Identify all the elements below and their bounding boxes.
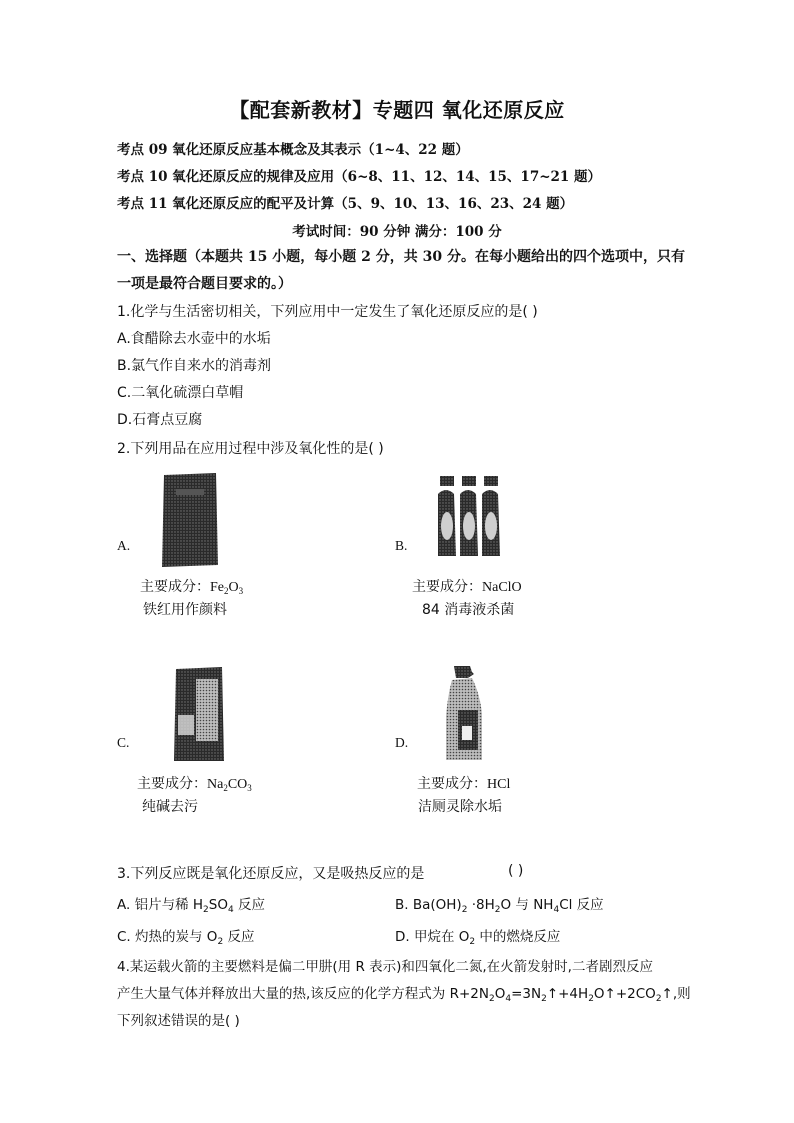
q2-a-component: 主要成分：$Fe_2O_3$	[140, 580, 244, 596]
question-1-option-c: C.二氧化硫漂白草帽	[117, 385, 244, 401]
question-1-option-d: D.石膏点豆腐	[117, 412, 203, 428]
q2-b-use: 84 消毒液杀菌	[422, 602, 515, 618]
q2-label-b: B.	[395, 538, 408, 553]
question-3-option-b: B. $Ba(OH)_2 \cdot 8H_2O$ 与 $NH_4Cl$ 反应	[395, 897, 604, 915]
package-icon	[172, 665, 228, 763]
q2-c-use: 纯碱去污	[142, 799, 198, 815]
q2-a-use: 铁红用作颜料	[143, 602, 227, 618]
kaodian-09: 考点 09 氧化还原反应基本概念及其表示（1~4、22 题）	[117, 142, 469, 158]
q2-d-use: 洁厕灵除水垢	[418, 799, 502, 815]
question-1-stem: 1.化学与生活密切相关，下列应用中一定发生了氧化还原反应的是( )	[117, 304, 538, 320]
q2-b-component: 主要成分：NaClO	[412, 580, 522, 595]
bag-icon	[156, 471, 224, 569]
question-3-option-d: D. 甲烷在 $O_2$ 中的燃烧反应	[395, 929, 561, 947]
q2-label-a: A.	[117, 538, 131, 553]
question-3-option-a: A. 铝片与稀 $H_2SO_4$ 反应	[117, 897, 265, 915]
section-heading-line2: 一项是最符合题目要求的。）	[117, 276, 292, 292]
q2-label-c: C.	[117, 735, 130, 750]
section-heading-line1: 一、选择题（本题共 15 小题，每小题 2 分，共 30 分。在每小题给出的四个选项中，只有	[117, 249, 685, 265]
q2-label-d: D.	[395, 735, 409, 750]
bottles-icon	[436, 472, 502, 562]
question-3-answer-paren: ( )	[508, 863, 524, 879]
question-4-line2: 产生大量气体并释放出大量的热,该反应的化学方程式为 $R+2N_2O_4=3N_2↑+4H_2O↑+2CO_2↑$,则	[117, 986, 691, 1004]
question-2-stem: 2.下列用品在应用过程中涉及氧化性的是( )	[117, 441, 384, 457]
question-4-line1: 4.某运载火箭的主要燃料是偏二甲肼(用 R 表示)和四氧化二氮,在火箭发射时,二者剧烈反应	[117, 959, 653, 975]
kaodian-10: 考点 10 氧化还原反应的规律及应用（6~8、11、12、14、15、17~21 题）	[117, 169, 602, 185]
question-4-line3: 下列叙述错误的是( )	[117, 1013, 240, 1029]
question-1-option-b: B.氯气作自来水的消毒剂	[117, 358, 272, 374]
question-3-stem: 3.下列反应既是氧化还原反应，又是吸热反应的是	[117, 866, 425, 882]
q2-d-component: 主要成分：HCl	[417, 777, 511, 792]
page-title: 【配套新教材】专题四 氧化还原反应	[229, 98, 565, 122]
question-1-option-a: A.食醋除去水壶中的水垢	[117, 331, 271, 347]
question-3-option-c: C. 灼热的炭与 $O_2$ 反应	[117, 929, 255, 947]
toilet-cleaner-icon	[440, 664, 486, 764]
exam-info: 考试时间：90 分钟 满分：100 分	[292, 224, 502, 240]
q2-c-component: 主要成分：$Na_2CO_3$	[137, 777, 252, 793]
kaodian-11: 考点 11 氧化还原反应的配平及计算（5、9、10、13、16、23、24 题）	[117, 196, 574, 212]
